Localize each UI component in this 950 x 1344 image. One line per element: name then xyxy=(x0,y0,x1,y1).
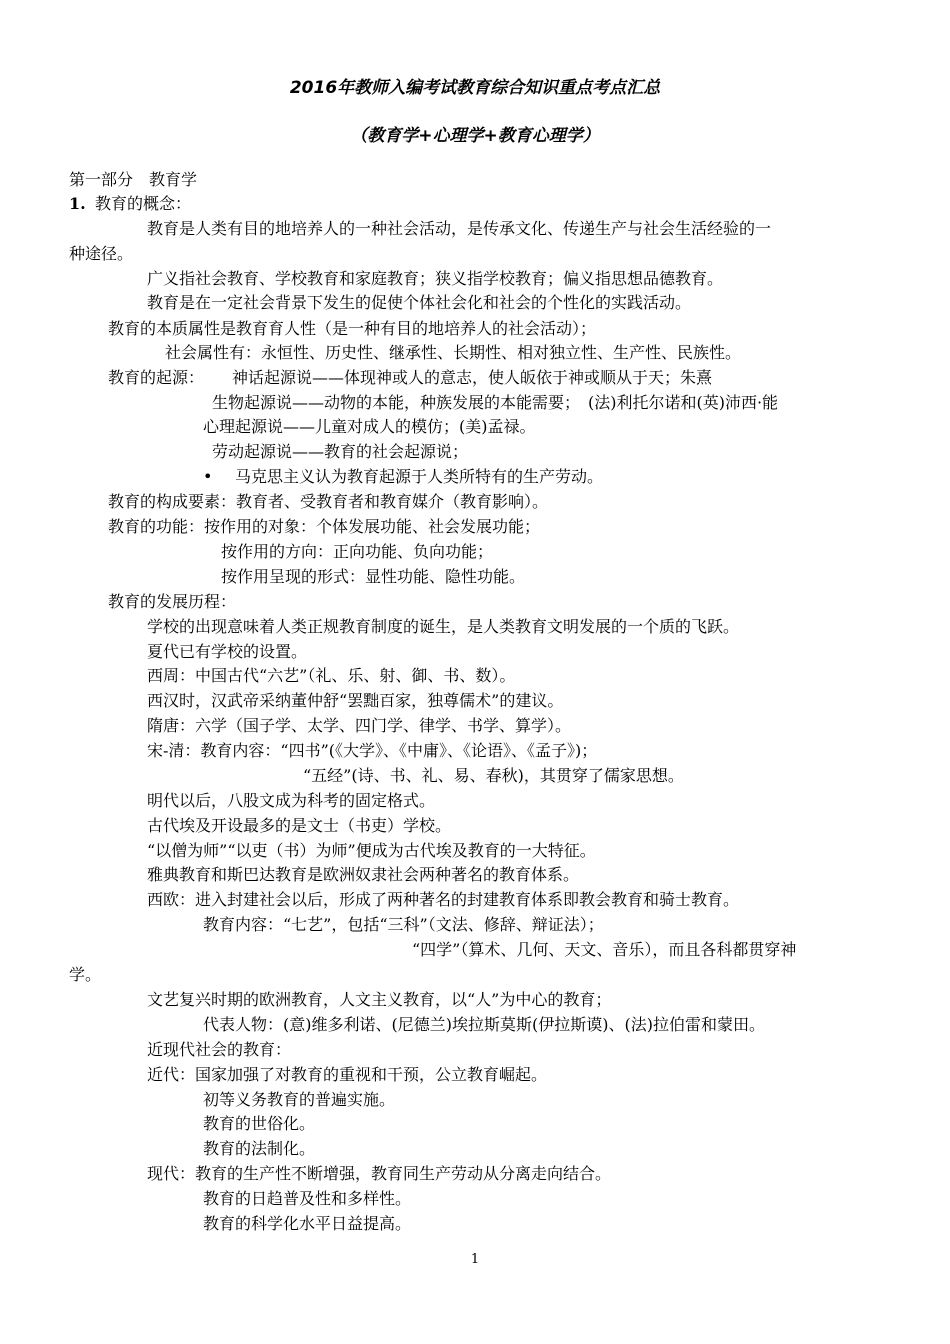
page-number: 1 xyxy=(470,1252,480,1267)
text-line: 教育是在一定社会背景下发生的促使个体社会化和社会的个性化的实践活动。 xyxy=(147,293,692,312)
text-line: 教育的日趋普及性和多样性。 xyxy=(203,1189,412,1208)
text-line: 心理起源说——儿童对成人的模仿；(美)孟禄。 xyxy=(203,417,536,436)
section-heading: 教育的概念： xyxy=(95,194,192,213)
text-line: 初等义务教育的普遍实施。 xyxy=(203,1090,396,1109)
text-line: 近现代社会的教育： xyxy=(147,1040,292,1059)
text-line: “四学”（算术、几何、天文、音乐），而且各科都贯穿神 xyxy=(412,940,797,959)
section-number: 1. xyxy=(69,194,86,213)
text-line: 教育是人类有目的地培养人的一种社会活动，是传承文化、传递生产与社会生活经验的一 xyxy=(147,219,772,238)
text-line: 种途径。 xyxy=(69,244,134,263)
text-line: 现代：教育的生产性不断增强，教育同生产劳动从分离走向结合。 xyxy=(147,1164,612,1183)
text-line: 教育的世俗化。 xyxy=(203,1114,316,1133)
text-line: 生物起源说——动物的本能，种族发展的本能需要； (法)利托尔诺和(英)沛西·能 xyxy=(212,393,779,412)
text-line: 教育的构成要素：教育者、受教育者和教育媒介（教育影响）。 xyxy=(108,492,549,511)
page-title: 2016年教师入编考试教育综合知识重点考点汇总 xyxy=(289,78,661,98)
text-line: 教育的本质属性是教育育人性（是一种有目的地培养人的社会活动）； xyxy=(108,319,597,338)
text-line: 西汉时，汉武帝采纳董仲舒“罢黜百家，独尊儒术”的建议。 xyxy=(147,691,564,710)
text-line: 学校的出现意味着人类正规教育制度的诞生，是人类教育文明发展的一个质的飞跃。 xyxy=(147,617,740,636)
text-line: 文艺复兴时期的欧洲教育，人文主义教育，以“人”为中心的教育； xyxy=(147,990,612,1009)
text-line: 代表人物：(意)维多利诺、(尼德兰)埃拉斯莫斯(伊拉斯谟)、(法)拉伯雷和蒙田。 xyxy=(203,1015,765,1034)
text-line: 按作用呈现的形式：显性功能、隐性功能。 xyxy=(221,567,526,586)
text-line: 宋-清：教育内容：“四书”(《大学》、《中庸》、《论语》、《孟子》)； xyxy=(147,741,598,760)
text-line: 明代以后，八股文成为科考的固定格式。 xyxy=(147,791,436,810)
text-line: 隋唐：六学（国子学、太学、四门学、律学、书学、算学）。 xyxy=(147,716,572,735)
text-line: 广义指社会教育、学校教育和家庭教育；狭义指学校教育；偏义指思想品德教育。 xyxy=(147,269,724,288)
bullet-icon: • xyxy=(203,467,213,486)
text-line: 雅典教育和斯巴达教育是欧洲奴隶社会两种著名的教育体系。 xyxy=(147,865,580,884)
text-line: 古代埃及开设最多的是文士（书吏）学校。 xyxy=(147,816,452,835)
text-line: 按作用的方向：正向功能、负向功能； xyxy=(221,542,494,561)
text-line: 教育内容：“七艺”，包括“三科”（文法、修辞、辩证法）； xyxy=(203,915,604,934)
text-line: 近代：国家加强了对教育的重视和干预，公立教育崛起。 xyxy=(147,1065,548,1084)
text-line: “五经”(诗、书、礼、易、春秋)，其贯穿了儒家思想。 xyxy=(303,766,684,785)
text-line: 西周：中国古代“六艺”（礼、乐、射、御、书、数）。 xyxy=(147,666,516,685)
text-line: 神话起源说——体现神或人的意志，使人皈依于神或顺从于天；朱熹 xyxy=(232,368,713,387)
text-line: 教育的法制化。 xyxy=(203,1139,316,1158)
text-line: 社会属性有：永恒性、历史性、继承性、长期性、相对独立性、生产性、民族性。 xyxy=(165,343,742,362)
text-line: 夏代已有学校的设置。 xyxy=(147,642,308,661)
part-heading: 第一部分 教育学 xyxy=(69,170,198,189)
text-line: 教育的科学化水平日益提高。 xyxy=(203,1214,412,1233)
text-line: 教育的功能：按作用的对象：个体发展功能、社会发展功能； xyxy=(108,517,541,536)
text-line: “以僧为师”“以吏（书）为师”便成为古代埃及教育的一大特征。 xyxy=(147,841,596,860)
text-line: 马克思主义认为教育起源于人类所特有的生产劳动。 xyxy=(235,467,604,486)
text-line: 教育的起源： xyxy=(108,368,205,387)
text-line: 劳动起源说——教育的社会起源说； xyxy=(212,442,469,461)
text-line: 西欧：进入封建社会以后，形成了两种著名的封建教育体系即教会教育和骑士教育。 xyxy=(147,890,740,909)
page-subtitle: （教育学+心理学+教育心理学） xyxy=(350,126,600,146)
text-line: 教育的发展历程： xyxy=(108,592,237,611)
text-line: 学。 xyxy=(69,965,102,984)
